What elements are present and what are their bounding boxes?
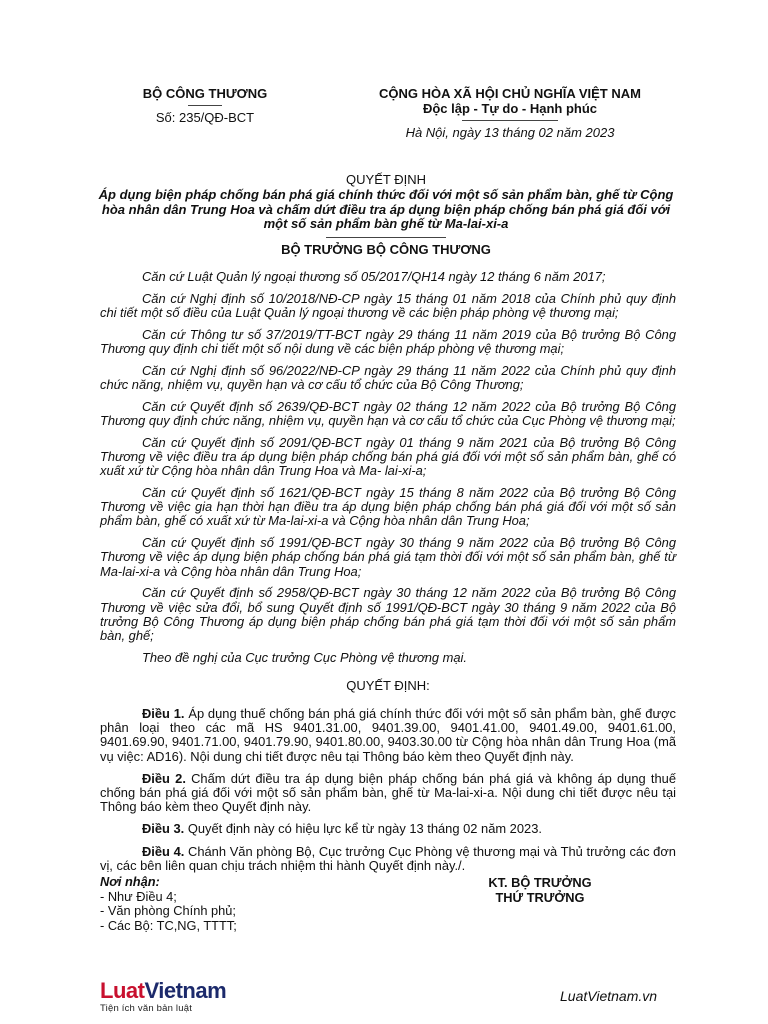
legal-ground: Căn cứ Luật Quản lý ngoại thương số 05/2017/QH14 ngày 12 tháng 6 năm 2017; xyxy=(142,269,606,284)
article-label: Điều 2. xyxy=(142,770,186,786)
legal-ground: Căn cứ Nghị định số 96/2022/NĐ-CP ngày 29 tháng 11 năm 2022 của Chính phủ quy định chức năng, nhiệm vụ, quyền hạn và cơ cấu tổ chức của Bộ Công Thương; xyxy=(100,362,676,392)
country-name: CỘNG HÒA XÃ HỘI CHỦ NGHĨA VIỆT NAM xyxy=(379,86,641,101)
divider xyxy=(326,237,446,238)
article xyxy=(100,772,676,815)
logo-part-vietnam: Vietnam xyxy=(144,978,227,1003)
legal-ground: Căn cứ Thông tư số 37/2019/TT-BCT ngày 29 tháng 11 năm 2019 của Bộ trưởng Bộ Công Thương quy định chi tiết một số nội dung về các biện pháp phòng vệ thương mại; xyxy=(100,326,676,356)
signature-title: KT. BỘ TRƯỞNG xyxy=(488,875,592,890)
legal-ground: Căn cứ Quyết định số 1621/QĐ-BCT ngày 15 tháng 8 năm 2022 của Bộ trưởng Bộ Công Thương về việc gia hạn thời hạn điều tra áp dụng biện pháp chống bán phá giá đối với một số sản phẩm bàn, ghế có xuất xứ từ Ma-lai-xi-a và Cộng hòa nhân dân Trung Hoa; xyxy=(100,485,676,529)
document-body xyxy=(100,270,676,881)
article-label: Điều 1. xyxy=(142,706,185,722)
proposal-line: Theo đề nghị của Cục trưởng Cục Phòng vệ thương mại. xyxy=(142,649,468,665)
document-number: Số: 235/QĐ-BCT xyxy=(155,110,255,125)
website-link[interactable]: LuatVietnam.vn xyxy=(560,988,658,1004)
logo-part-luat: Luat xyxy=(100,978,145,1003)
logo-wordmark xyxy=(100,980,250,1002)
place-date: Hà Nội, ngày 13 tháng 02 năm 2023 xyxy=(405,125,615,140)
recipients xyxy=(100,875,360,933)
document-subject: Áp dụng biện pháp chống bán phá giá chính thức đối với một số sản phẩm bàn, ghế từ Cộng hòa nhân dân Trung Hoa và chấm dứt điều tra áp dụng biện pháp chống bán phá giá đối với một số sản phẩm bàn ghế từ Ma-lai-xi-a xyxy=(98,187,674,231)
legal-ground: Căn cứ Quyết định số 2091/QĐ-BCT ngày 01 tháng 9 năm 2021 của Bộ trưởng Bộ Công Thương về việc điều tra áp dụng biện pháp chống bán phá giá đối với một số sản phẩm bàn, ghế có xuất xứ từ Cộng hòa nhân dân Trung Hoa và Ma- lai-xi-a; xyxy=(100,434,676,479)
recipient-item: - Như Điều 4; xyxy=(100,888,177,904)
article-text: Áp dụng thuế chống bán phá giá chính thức đối với một số sản phẩm bàn, ghế được phân loại theo các mã HS 9401.31.00, 9401.39.00, 9401.41.00, 9401.49.00, 9401.61.00, 9401.69.90, 9401.71.00, 9401.79.90, 9401.80.00, 9403.30.00 từ Cộng hòa nhân dân Trung Hoa (mã vụ việc: AD16). Nội dung chi tiết được nêu tại Thông báo kèm theo Quyết định này. xyxy=(100,706,676,764)
article-text: Chấm dứt điều tra áp dụng biện pháp chống bán phá giá và không áp dụng thuế chống bán phá giá đối với một số sản phẩm bàn, ghế từ Ma-lai-xi-a. Nội dung chi tiết được nêu tại Thông báo kèm theo Quyết định này. xyxy=(100,770,676,815)
header-right xyxy=(340,86,680,140)
luatvietnam-logo[interactable] xyxy=(100,980,250,1014)
decision-heading: QUYẾT ĐỊNH: xyxy=(346,678,430,694)
article xyxy=(100,822,676,836)
legal-ground: Căn cứ Quyết định số 2639/QĐ-BCT ngày 02 tháng 12 năm 2022 của Bộ trưởng Bộ Công Thương quy định chức năng, nhiệm vụ, quyền hạn và cơ cấu tổ chức của Cục Phòng vệ thương mại; xyxy=(100,398,676,428)
article-label: Điều 4. xyxy=(142,843,185,859)
divider xyxy=(188,105,222,106)
document-type: QUYẾT ĐỊNH xyxy=(346,172,426,187)
title-block xyxy=(92,172,680,257)
article-label: Điều 3. xyxy=(142,821,185,837)
legal-ground: Căn cứ Nghị định số 10/2018/NĐ-CP ngày 15 tháng 01 năm 2018 của Chính phủ quy định chi tiết một số điều của Luật Quản lý ngoại thương về các biện pháp phòng vệ thương mại; xyxy=(100,290,676,320)
national-motto: Độc lập - Tự do - Hạnh phúc xyxy=(422,101,598,116)
ministry-name: BỘ CÔNG THƯƠNG xyxy=(142,86,268,101)
divider xyxy=(462,120,558,121)
recipient-item: - Văn phòng Chính phủ; xyxy=(100,903,236,918)
signature-block xyxy=(440,875,640,905)
logo-tagline: Tiện ích văn bản luật xyxy=(100,1003,193,1014)
signer-position: THỨ TRƯỞNG xyxy=(495,890,585,905)
article-text: Chánh Văn phòng Bộ, Cục trưởng Cục Phòng vệ thương mại và Thủ trưởng các đơn vị, các bên liên quan chịu trách nhiệm thi hành Quyết định này./. xyxy=(100,843,676,873)
article xyxy=(100,845,676,873)
recipient-item: - Các Bộ: TC,NG, TTTT; xyxy=(100,917,237,933)
legal-ground: Căn cứ Quyết định số 2958/QĐ-BCT ngày 30 tháng 12 năm 2022 của Bộ trưởng Bộ Công Thương về việc sửa đổi, bổ sung Quyết định số 1991/QĐ-BCT ngày 30 tháng 9 năm 2022 của Bộ trưởng Bộ Công Thương áp dụng biện pháp chống bán phá giá tạm thời đối với một số sản phẩm bàn, ghế; xyxy=(100,585,676,644)
issuing-authority: BỘ TRƯỞNG BỘ CÔNG THƯƠNG xyxy=(281,241,491,257)
article xyxy=(100,707,676,764)
legal-ground: Căn cứ Quyết định số 1991/QĐ-BCT ngày 30 tháng 9 năm 2022 của Bộ trưởng Bộ Công Thương về việc áp dụng biện pháp chống bán phá giá tạm thời đối với một số sản phẩm bàn, ghế từ Ma-lai-xi-a và Cộng hòa nhân dân Trung Hoa; xyxy=(100,535,676,579)
header-left xyxy=(100,86,310,125)
article-text: Quyết định này có hiệu lực kể từ ngày 13 tháng 02 năm 2023. xyxy=(184,821,542,837)
recipients-heading: Nơi nhận: xyxy=(100,874,160,889)
